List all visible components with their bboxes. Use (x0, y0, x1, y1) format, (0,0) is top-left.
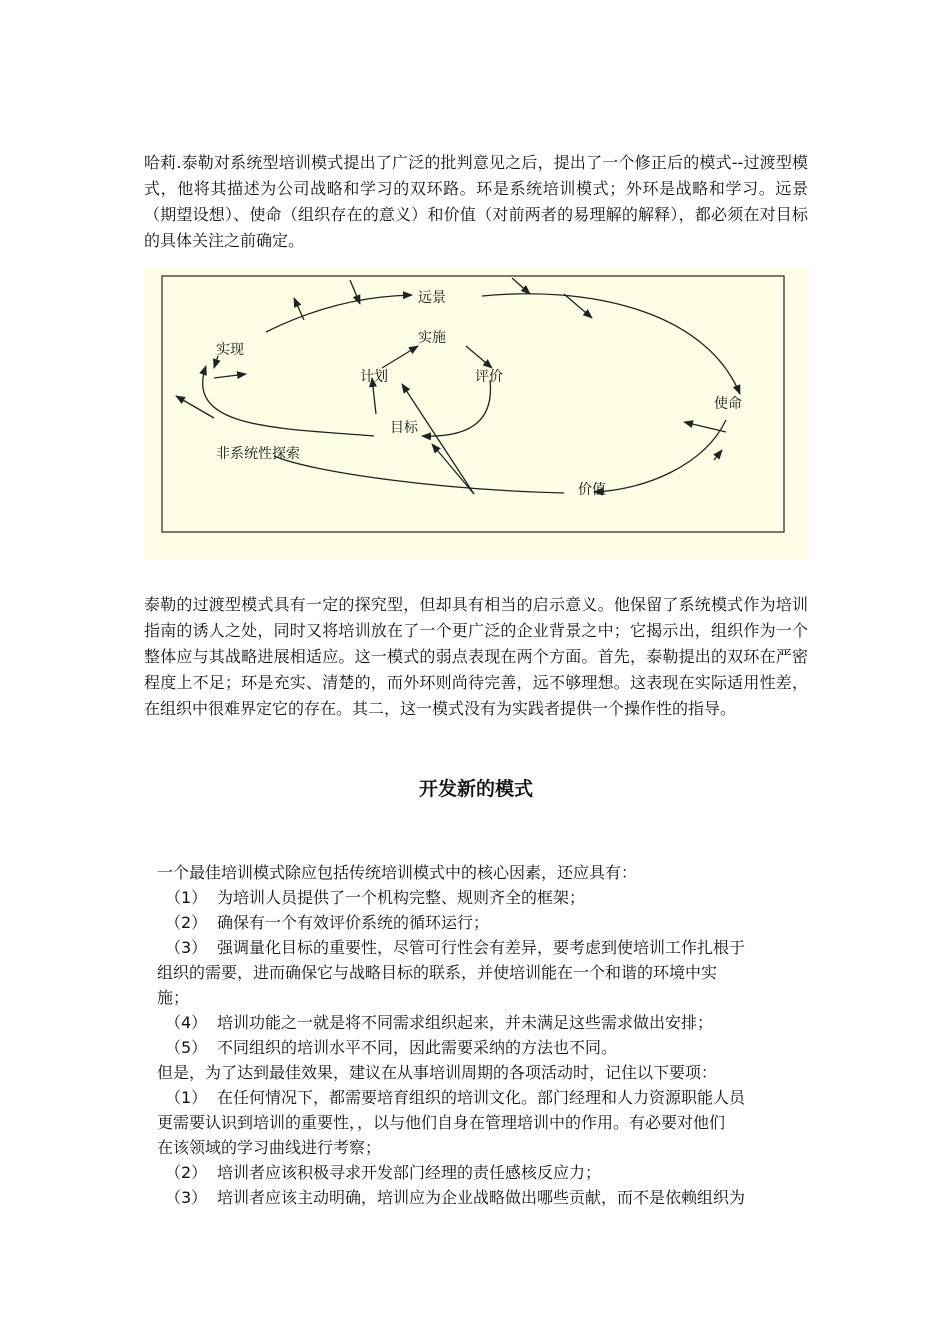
diagram-svg (144, 268, 808, 560)
item-continuation: 组织的需要，进而确保它与战略目标的联系，并使培训能在一个和谐的环境中实 (157, 963, 718, 982)
item-number: （3） (165, 1188, 208, 1207)
item-number: （1） (165, 888, 208, 907)
realize-to-vision-arc (266, 295, 412, 332)
list-item (157, 1085, 797, 1110)
list-item (157, 1160, 797, 1185)
label-realize: 实现 (216, 342, 244, 358)
label-nonsystem: 非系统性探索 (216, 446, 300, 462)
best-model-intro: 一个最佳培训模式除应包括传统培训模式中的核心因素，还应具有： (157, 863, 638, 882)
recommendation-list (157, 860, 797, 1210)
analysis-paragraph: 泰勒的过渡型模式具有一定的探究型，但却具有相当的启示意义。他保留了系统模式作为培训指南的诱人之处，同时又将培训放在了一个更广泛的企业背景之中；它揭示出，组织作为一个整体应与其战略进展相适应。这一模式的弱点表现在两个方面。首先，泰勒提出的双环在严密程度上不足；环是充实、清楚的，而外环则尚待完善，远不够理想。这表现在实际适用性差，在组织中很难界定它的存在。其二，这一模式没有为实践者提供一个操作性的指导。 (144, 595, 808, 718)
item-text: 在任何情况下，都需要培育组织的培训文化。部门经理和人力资源职能人员 (217, 1088, 746, 1107)
list-item (157, 910, 797, 935)
list-item (157, 935, 797, 960)
item-number: （5） (165, 1038, 208, 1057)
tick-arrow-1 (294, 298, 304, 320)
item-text: 培训者应该主动明确，培训应为企业战略做出哪些贡献，而不是依赖组织为 (217, 1188, 746, 1207)
tick-arrow-5 (176, 396, 214, 418)
item-continuation: 更需要认识到培训的重要性，，以与他们自身在管理培训中的作用。有必要对他们 (157, 1113, 726, 1132)
label-objective: 目标 (390, 420, 418, 436)
tick-arrow-6 (214, 374, 246, 378)
item-continuation: 在该领域的学习曲线进行考察； (157, 1138, 382, 1157)
label-plan: 计划 (360, 369, 388, 385)
item-text: 强调量化目标的重要性，尽管可行性会有差异，要考虑到使培训工作扎根于 (217, 938, 746, 957)
value-to-objective-arc (274, 456, 564, 493)
tick-arrow-8 (684, 422, 726, 432)
section-title: 开发新的模式 (418, 778, 533, 800)
item-text: 为培训人员提供了一个机构完整、规则齐全的框架； (217, 888, 586, 907)
evaluate-to-objective-arc (422, 380, 490, 436)
label-value: 价值 (578, 482, 606, 498)
item-text: 培训功能之一就是将不同需求组织起来，并未满足这些需求做出安排； (217, 1013, 714, 1032)
intro-paragraph: 哈莉.泰勒对系统型培训模式提出了广泛的批判意见之后，提出了一个修正后的模式--过渡型模式，他将其描述为公司战略和学习的双环路。环是系统培训模式；外环是战略和学习。远景（期望设想）、使命（组织存在的意义）和价值（对前两者的易理解的解释），都必须在对目标的具体关注之前确定。 (144, 153, 808, 250)
list-item (157, 1035, 797, 1060)
item-text: 培训者应该积极寻求开发部门经理的责任感核反应力； (217, 1163, 602, 1182)
mission-to-value-arc (594, 420, 726, 492)
vision-to-mission-arc (482, 294, 740, 394)
tick-arrow-2 (350, 280, 360, 304)
label-vision: 远景 (418, 290, 446, 306)
item-text: 不同组织的培训水平不同，因此需要采纳的方法也不同。 (217, 1038, 618, 1057)
item-text: 确保有一个有效评价系统的循环运行； (217, 913, 490, 932)
item-number: （2） (165, 1163, 208, 1182)
tick-arrow-3 (512, 278, 530, 294)
list-item (157, 1185, 797, 1210)
label-implement: 实施 (418, 330, 446, 346)
best-model-items (157, 885, 797, 1060)
item-number: （3） (165, 938, 208, 957)
item-number: （2） (165, 913, 208, 932)
plan-to-implement-arc (382, 346, 418, 368)
list-item (157, 1010, 797, 1035)
tick-arrow-9 (714, 450, 722, 460)
label-mission: 使命 (714, 396, 742, 412)
list-item (157, 885, 797, 910)
item-number: （1） (165, 1088, 208, 1107)
item-continuation: 施； (157, 988, 190, 1007)
remember-intro: 但是，为了达到最佳效果，建议在从事培训周期的各项活动时，记住以下要项： (157, 1063, 718, 1082)
implement-to-evaluate-arc (466, 346, 492, 368)
remember-items (157, 1085, 797, 1210)
label-evaluate: 评价 (475, 369, 503, 385)
double-loop-diagram (144, 268, 808, 560)
item-number: （4） (165, 1013, 208, 1032)
value-to-plan-arrow (402, 384, 474, 494)
